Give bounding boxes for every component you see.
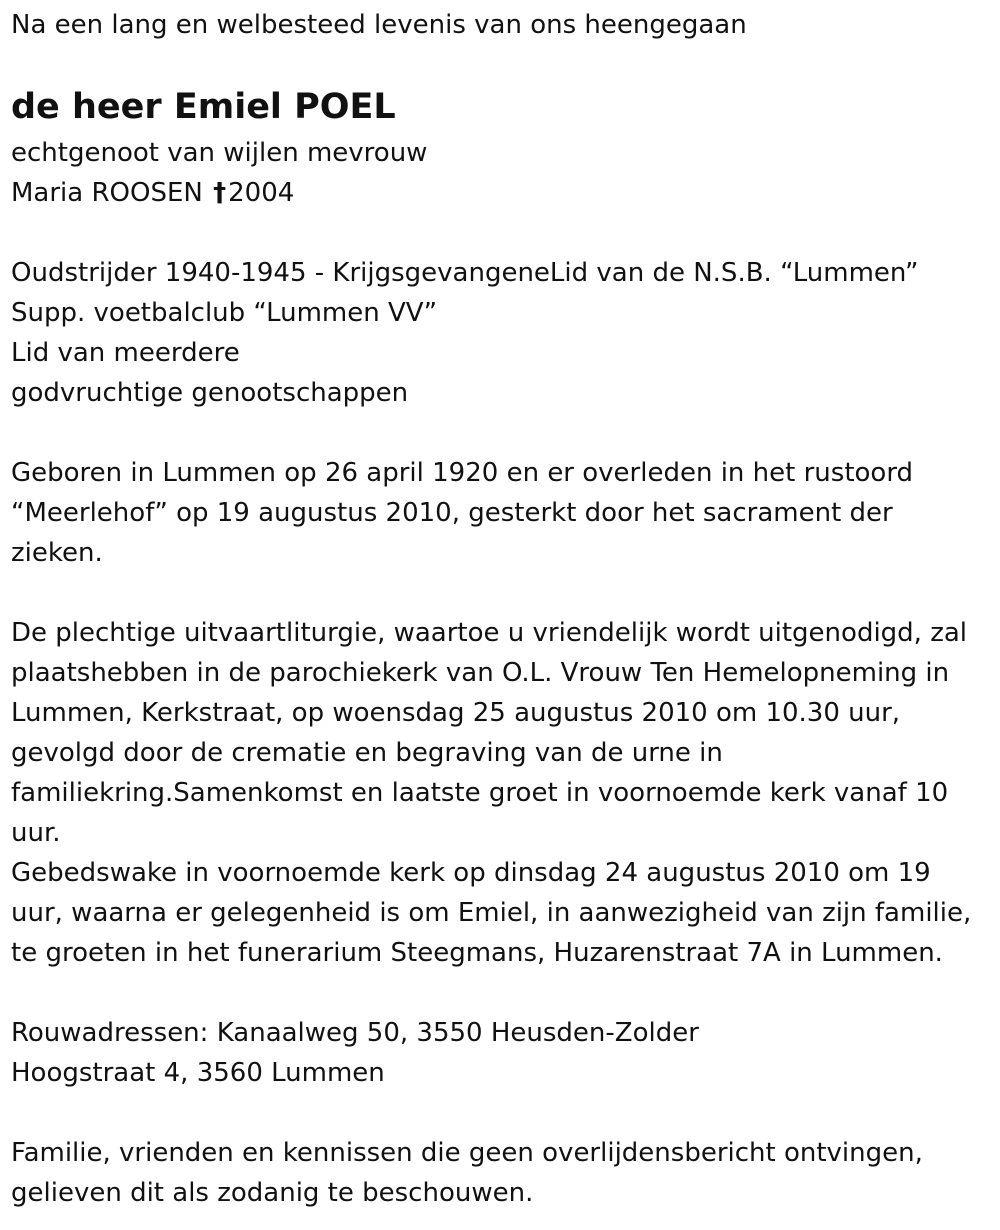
address-line: Rouwadressen: Kanaalweg 50, 3550 Heusden-Zolder [11,1018,699,1048]
funeral-line: De plechtige uitvaartliturgie, waartoe u vriendelijk wordt uitgenodigd, zal [11,618,968,648]
funeral-line: uur, waarna er gelegenheid is om Emiel, in aanwezigheid van zijn familie, [11,898,972,928]
membership-line: Lid van meerdere [11,338,240,368]
spouse-details [11,173,294,213]
deceased-name: de heer Emiel POEL [11,87,396,127]
funeral-line: te groeten in het funerarium Steegmans, Huzarenstraat 7A in Lummen. [11,938,943,968]
membership-line: Oudstrijder 1940-1945 - KrijgsgevangeneLid van de N.S.B. “Lummen” [11,258,919,288]
cross-icon: † [213,178,227,208]
address-line: Hoogstraat 4, 3560 Lummen [11,1058,385,1088]
membership-line: godvruchtige genootschappen [11,378,409,408]
closing-line: gelieven dit als zodanig te beschouwen. [11,1178,534,1208]
funeral-line: plaatshebben in de parochiekerk van O.L. Vrouw Ten Hemelopneming in [11,658,950,688]
funeral-line: Lummen, Kerkstraat, op woensdag 25 augustus 2010 om 10.30 uur, [11,698,901,728]
funeral-line: Gebedswake in voornoemde kerk op dinsdag 24 augustus 2010 om 19 [11,858,931,888]
birth-death-line: zieken. [11,538,103,568]
spouse-name: Maria ROOSEN [11,178,203,208]
spouse-death-year: 2004 [228,178,295,208]
closing-line: Familie, vrienden en kennissen die geen overlijdensbericht ontvingen, [11,1138,923,1168]
funeral-line: familiekring.Samenkomst en laatste groet in voornoemde kerk vanaf 10 [11,778,949,808]
birth-death-line: Geboren in Lummen op 26 april 1920 en er overleden in het rustoord [11,458,914,488]
funeral-line: gevolgd door de crematie en begraving van de urne in [11,738,723,768]
intro-text: Na een lang en welbesteed levenis van ons heengegaan [11,10,747,40]
funeral-line: uur. [11,818,61,848]
membership-line: Supp. voetbalclub “Lummen VV” [11,298,438,328]
spouse-line: echtgenoot van wijlen mevrouw [11,138,428,168]
birth-death-line: “Meerlehof” op 19 augustus 2010, gesterkt door het sacrament der [11,498,893,528]
